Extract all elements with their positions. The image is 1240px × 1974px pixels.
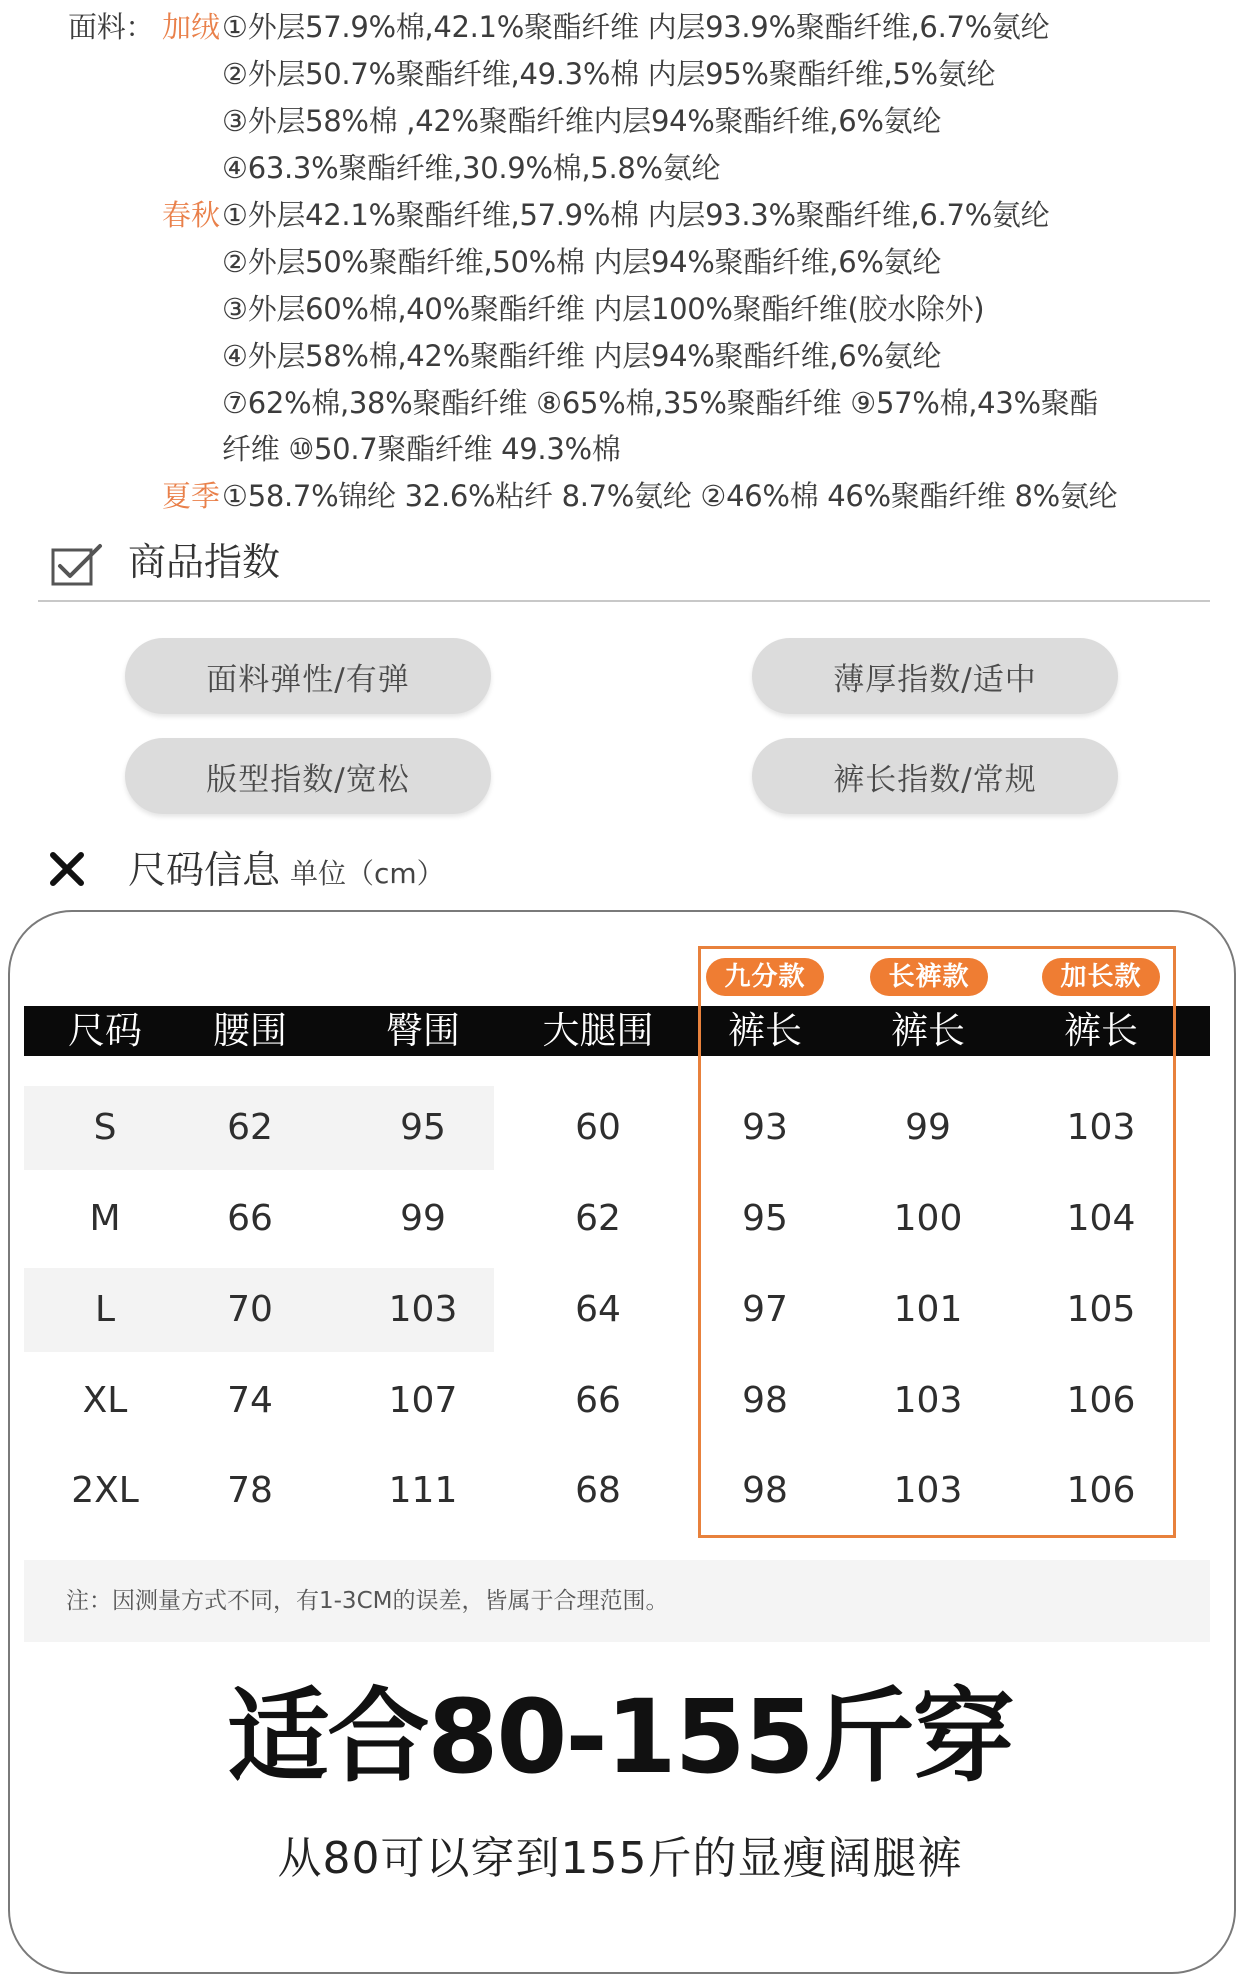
table-cell: 62 [575, 1198, 621, 1239]
table-cell: 68 [575, 1470, 621, 1511]
fabric-label: 面料： [68, 10, 155, 44]
table-cell: 97 [742, 1289, 788, 1330]
fabric-line: ⑦62%棉,38%聚酯纤维 ⑧65%棉,35%聚酯纤维 ⑨57%棉,43%聚酯 [222, 386, 1099, 420]
fabric-key-summer: 夏季 [162, 479, 221, 513]
size-unit-label: 单位（cm） [290, 857, 445, 890]
table-cell: 103 [893, 1470, 963, 1511]
index-pill-length: 裤长指数/常规 [752, 738, 1118, 814]
weight-range-subline: 从80可以穿到155斤的显瘦阔腿裤 [277, 1833, 963, 1884]
fabric-line: ①58.7%锦纶 32.6%粘纤 8.7%氨纶 ②46%棉 46%聚酯纤维 8%氨纶 [222, 479, 1118, 513]
table-header-cell: 裤长 [891, 1009, 965, 1052]
index-pill-fit: 版型指数/宽松 [125, 738, 491, 814]
table-header-cell: 裤长 [1064, 1009, 1138, 1052]
table-cell: 106 [1066, 1470, 1136, 1511]
fabric-line: ①外层42.1%聚酯纤维,57.9%棉 内层93.3%聚酯纤维,6.7%氨纶 [222, 198, 1050, 232]
table-cell: 98 [742, 1380, 788, 1421]
table-cell: 100 [893, 1198, 963, 1239]
size-label-cell: M [89, 1198, 121, 1239]
section-divider [38, 600, 1210, 602]
table-cell: 106 [1066, 1380, 1136, 1421]
size-label-cell: XL [82, 1380, 128, 1421]
index-pill-elasticity: 面料弹性/有弹 [125, 638, 491, 714]
fabric-line: ③外层58%棉 ,42%聚酯纤维内层94%聚酯纤维,6%氨纶 [222, 104, 942, 138]
table-cell: 107 [388, 1380, 458, 1421]
index-pill-thickness: 薄厚指数/适中 [752, 638, 1118, 714]
measurement-note: 注：因测量方式不同，有1-3CM的误差，皆属于合理范围。 [66, 1588, 669, 1614]
fabric-line: ②外层50.7%聚酯纤维,49.3%棉 内层95%聚酯纤维,5%氨纶 [222, 57, 996, 91]
table-cell: 64 [575, 1289, 621, 1330]
table-cell: 98 [742, 1470, 788, 1511]
close-x-icon [48, 850, 86, 888]
table-cell: 95 [742, 1198, 788, 1239]
table-header-cell: 腰围 [213, 1009, 287, 1052]
fabric-line: ①外层57.9%棉,42.1%聚酯纤维 内层93.9%聚酯纤维,6.7%氨纶 [222, 10, 1050, 44]
table-cell: 103 [893, 1380, 963, 1421]
table-cell: 111 [388, 1470, 458, 1511]
fabric-line: 纤维 ⑩50.7聚酯纤维 49.3%棉 [222, 432, 621, 466]
table-cell: 105 [1066, 1289, 1136, 1330]
length-highlight-box [698, 946, 1176, 1538]
table-cell: 66 [575, 1380, 621, 1421]
table-header-cell: 大腿围 [542, 1009, 654, 1052]
table-header-cell: 裤长 [728, 1009, 802, 1052]
table-cell: 104 [1066, 1198, 1136, 1239]
table-cell: 103 [388, 1289, 458, 1330]
fabric-line: ④外层58%棉,42%聚酯纤维 内层94%聚酯纤维,6%氨纶 [222, 339, 942, 373]
fabric-line: ③外层60%棉,40%聚酯纤维 内层100%聚酯纤维(胶水除外) [222, 292, 985, 326]
table-header-cell: 臀围 [386, 1009, 460, 1052]
table-cell: 70 [227, 1289, 273, 1330]
table-cell: 99 [400, 1198, 446, 1239]
size-label-cell: 2XL [71, 1470, 139, 1511]
table-cell: 74 [227, 1380, 273, 1421]
checkbox-edit-icon [50, 542, 104, 588]
table-cell: 95 [400, 1107, 446, 1148]
table-cell: 103 [1066, 1107, 1136, 1148]
fabric-key-fleece: 加绒 [162, 10, 221, 44]
weight-range-headline: 适合80-155斤穿 [227, 1678, 1013, 1797]
badge-nine-tenths: 九分款 [706, 958, 824, 996]
index-section-title: 商品指数 [128, 540, 281, 584]
fabric-line: ④63.3%聚酯纤维,30.9%棉,5.8%氨纶 [222, 151, 721, 185]
badge-extra-long: 加长款 [1042, 958, 1160, 996]
table-header-cell: 尺码 [68, 1009, 142, 1052]
table-cell: 60 [575, 1107, 621, 1148]
size-section-title: 尺码信息 [128, 848, 281, 892]
table-cell: 62 [227, 1107, 273, 1148]
table-cell: 101 [893, 1289, 963, 1330]
table-cell: 66 [227, 1198, 273, 1239]
table-cell: 93 [742, 1107, 788, 1148]
table-cell: 99 [905, 1107, 951, 1148]
fabric-line: ②外层50%聚酯纤维,50%棉 内层94%聚酯纤维,6%氨纶 [222, 245, 942, 279]
badge-long-pants: 长裤款 [870, 958, 988, 996]
fabric-key-spring-autumn: 春秋 [162, 198, 221, 232]
size-label-cell: S [93, 1107, 117, 1148]
table-cell: 78 [227, 1470, 273, 1511]
size-label-cell: L [94, 1289, 116, 1330]
